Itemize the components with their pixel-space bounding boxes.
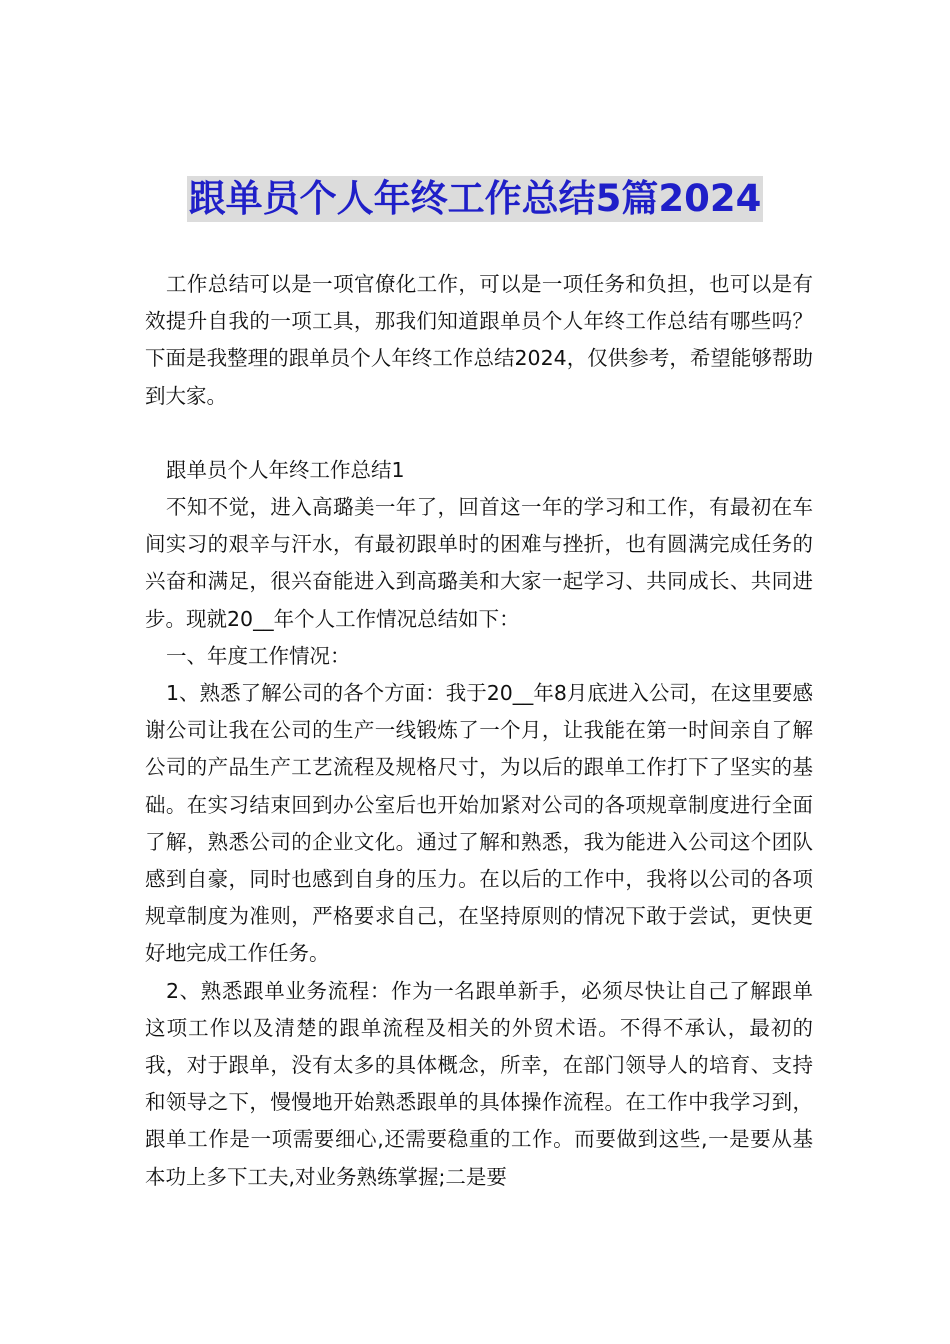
body-paragraph: 2、熟悉跟单业务流程：作为一名跟单新手，必须尽快让自己了解跟单这项工作以及清楚的跟单流程及相关的外贸术语。不得不承认，最初的我，对于跟单，没有太多的具体概念，所幸，在部门领导人的培育、支持和领导之下，慢慢地开始熟悉跟单的具体操作流程。在工作中我学习到，跟单工作是一项需要细心,还需要稳重的工作。而要做到这些,一是要从基本功上多下工夫,对业务熟练掌握;二是要 xyxy=(145,978,813,1189)
section-heading: 跟单员个人年终工作总结1 xyxy=(166,457,405,482)
intro-paragraph: 工作总结可以是一项官僚化工作，可以是一项任务和负担，也可以是有效提升自我的一项工具，那我们知道跟单员个人年终工作总结有哪些吗？下面是我整理的跟单员个人年终工作总结2024，仅供参考，希望能够帮助到大家。 xyxy=(145,272,813,408)
body-paragraph: 不知不觉，进入高璐美一年了，回首这一年的学习和工作，有最初在车间实习的艰辛与汗水，有最初跟单时的困难与挫折，也有圆满完成任务的兴奋和满足，很兴奋能进入到高璐美和大家一起学习、共同成长、共同进步。现就20__年个人工作情况总结如下： xyxy=(145,495,813,631)
subsection-heading: 一、年度工作情况： xyxy=(166,643,351,668)
title-container xyxy=(0,176,950,222)
document-body xyxy=(145,266,813,1196)
document-title: 跟单员个人年终工作总结5篇2024 xyxy=(188,177,762,220)
paragraph-gap xyxy=(145,415,813,452)
body-paragraph: 1、熟悉了解公司的各个方面：我于20__年8月底进入公司，在这里要感谢公司让我在公司的生产一线锻炼了一个月，让我能在第一时间亲自了解公司的产品生产工艺流程及规格尺寸，为以后的跟单工作打下了坚实的基础。在实习结束回到办公室后也开始加紧对公司的各项规章制度进行全面了解，熟悉公司的企业文化。通过了解和熟悉，我为能进入公司这个团队感到自豪，同时也感到自身的压力。在以后的工作中，我将以公司的各项规章制度为准则，严格要求自己，在坚持原则的情况下敢于尝试，更快更好地完成工作任务。 xyxy=(145,681,813,966)
